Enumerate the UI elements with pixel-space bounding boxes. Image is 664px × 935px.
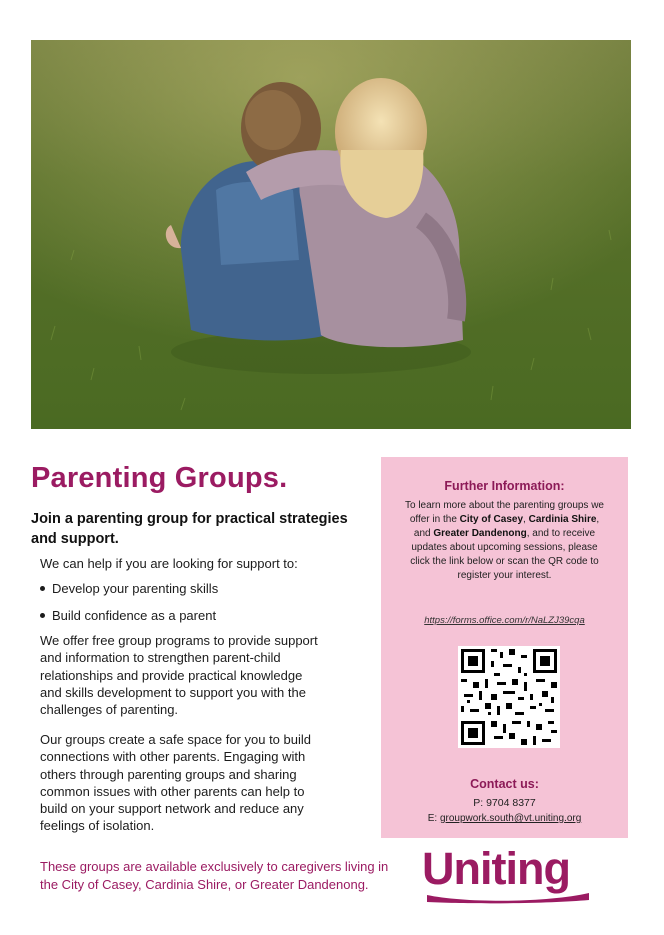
area-dandenong: Greater Dandenong [433, 528, 527, 539]
hero-photo [31, 40, 631, 429]
area-cardinia: Cardinia Shire [528, 514, 597, 525]
groups-paragraph: Our groups create a safe space for you to build connections with other parents. Engaging with others through parenting groups and sharing common issues with other parents can help to build on your support network and reduce any feelings of isolation. [40, 732, 311, 834]
intro-text: We can help if you are looking for support to: [40, 556, 298, 571]
email-prefix: E: [427, 813, 440, 824]
support-list [40, 580, 218, 634]
logo-underline [425, 891, 591, 904]
info-text-part: To learn more about the parenting groups we offer in the [404, 500, 604, 525]
uniting-logo: Uniting [422, 843, 570, 894]
children-on-grass-image [31, 40, 631, 429]
eligibility-note: These groups are available exclusively to caregivers living in the City of Casey, Cardinia Shire, or Greater Dandenong. [40, 859, 389, 892]
info-heading: Further Information: [444, 479, 565, 493]
area-casey: City of Casey [459, 514, 524, 525]
info-text-part: , [523, 514, 529, 525]
info-text [403, 499, 606, 583]
programs-paragraph: We offer free group programs to provide support and information to strengthen parent-child relationships and provide practical knowledge and skills development to support you with the challenges of parenting. [40, 633, 318, 718]
contact-phone: P: 9704 8377 [473, 797, 536, 809]
list-item: Build confidence as a parent [40, 607, 218, 634]
contact-email [381, 813, 628, 824]
qr-code-graphic [458, 646, 560, 748]
subtitle: Join a parenting group for practical strategies and support. [31, 511, 348, 547]
info-text-part: , and to receive updates about upcoming sessions, please click the link below or scan the QR code to register your interest. [410, 528, 599, 581]
info-panel [381, 457, 628, 838]
email-link[interactable]: groupwork.south@vt.uniting.org [439, 813, 582, 824]
info-text-part: , and [413, 514, 600, 539]
list-item: Develop your parenting skills [40, 580, 218, 607]
qr-code-icon[interactable] [458, 646, 560, 748]
registration-link[interactable]: https://forms.office.com/r/NaLZJ39cqa [424, 615, 585, 626]
contact-heading: Contact us: [470, 777, 539, 791]
page-title: Parenting Groups. [31, 462, 288, 494]
